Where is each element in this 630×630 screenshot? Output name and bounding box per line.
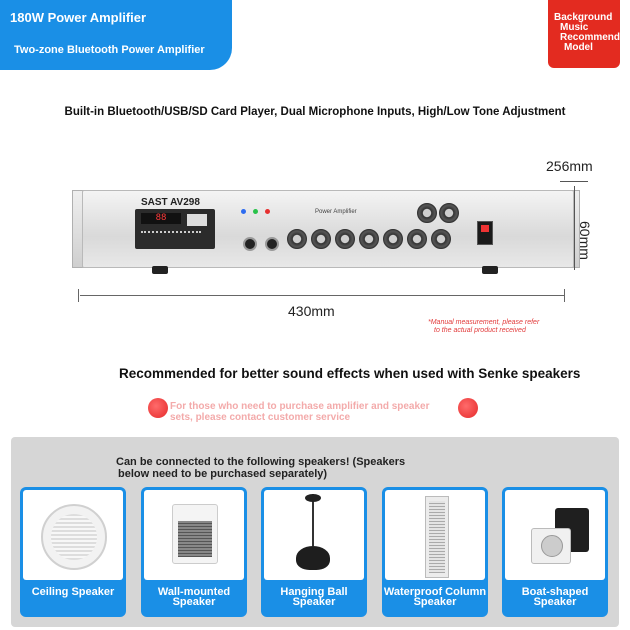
ceiling-speaker-image xyxy=(23,490,123,580)
speakers-title-line-1: Can be connected to the following speakers! (Speakers xyxy=(116,456,406,468)
amplifier-front-panel xyxy=(82,190,574,268)
zone-knob-1 xyxy=(417,203,437,223)
speaker-label-line-2: Speaker xyxy=(533,596,577,608)
promo-dot-left xyxy=(148,398,168,418)
note-line-1: *Manual measurement, please refer xyxy=(428,319,540,326)
width-dimension: 430mm xyxy=(288,303,335,319)
recommendation-text: Recommended for better sound effects when used with Senke speakers xyxy=(119,366,581,381)
header-title: 180W Power Amplifier xyxy=(10,10,147,25)
speaker-label-column xyxy=(382,587,488,607)
boat-speaker-white-icon xyxy=(531,528,571,564)
header-banner xyxy=(0,0,232,70)
led-display: 88 xyxy=(141,213,181,224)
column-speaker-icon xyxy=(425,496,449,578)
volume-knob-2 xyxy=(311,229,331,249)
depth-dimension: 256mm xyxy=(546,158,593,174)
width-dimension-tick-left xyxy=(78,289,79,302)
media-player-module xyxy=(135,209,215,249)
volume-knob-1 xyxy=(287,229,307,249)
grille-icon xyxy=(51,514,97,560)
speaker-card-ceiling xyxy=(20,487,126,617)
header-subtitle: Two-zone Bluetooth Power Amplifier xyxy=(14,44,205,56)
badge-line-1: Background xyxy=(554,12,613,23)
speaker-label-line-2: Speaker xyxy=(413,596,457,608)
badge-line-3: Recommend xyxy=(560,32,621,43)
speaker-label-line-2: Speaker xyxy=(292,596,336,608)
speaker-card-boat xyxy=(502,487,608,617)
mic-jack-2 xyxy=(265,237,279,251)
clip-led xyxy=(265,209,270,214)
foot-left xyxy=(152,266,168,274)
speaker-label-line-1: Hanging Ball xyxy=(280,586,348,598)
wall-speaker-image xyxy=(144,490,244,580)
height-dimension: 60mm xyxy=(577,221,593,260)
depth-dimension-line xyxy=(560,181,588,182)
foot-right xyxy=(482,266,498,274)
measurement-note xyxy=(428,319,539,335)
speakers-panel-title xyxy=(116,456,405,480)
speaker-label-ceiling xyxy=(20,587,126,597)
woofer-icon xyxy=(541,535,563,557)
power-switch-indicator xyxy=(481,225,489,232)
volume-knob-3 xyxy=(335,229,355,249)
speaker-label-line-1: Boat-shaped xyxy=(521,586,589,598)
bass-knob xyxy=(407,229,427,249)
model-label: SAST AV298 xyxy=(141,197,200,208)
usb-port xyxy=(187,214,207,226)
panel-brand-text: Power Amplifier xyxy=(315,209,357,215)
promo-text xyxy=(170,401,430,423)
ceiling-mount-icon xyxy=(305,494,321,502)
hanging-ball-speaker-icon xyxy=(296,546,330,570)
promo-line-2: sets, please contact customer service xyxy=(170,412,351,423)
hanging-speaker-image xyxy=(264,490,364,580)
speaker-card-hanging xyxy=(261,487,367,617)
recommend-badge xyxy=(548,0,620,68)
badge-line-4: Model xyxy=(564,42,593,53)
speaker-label-line-1: Ceiling Speaker xyxy=(31,586,115,598)
width-dimension-tick-right xyxy=(564,289,565,302)
features-heading: Built-in Bluetooth/USB/SD Card Player, Dual Microphone Inputs, High/Low Tone Adjustment xyxy=(64,106,566,118)
speaker-label-line-1: Wall-mounted xyxy=(157,586,231,598)
speaker-card-column xyxy=(382,487,488,617)
promo-line-1: For those who need to purchase amplifier and speaker xyxy=(170,401,430,412)
promo-dot-right xyxy=(458,398,478,418)
zone-knob-2 xyxy=(439,203,459,223)
treble-knob xyxy=(431,229,451,249)
signal-led xyxy=(253,209,258,214)
note-line-2: to the actual product received xyxy=(434,327,526,334)
wall-speaker-icon xyxy=(172,504,218,564)
speaker-label-wall xyxy=(141,587,247,607)
speakers-title-line-2: below need to be purchased separately) xyxy=(118,468,328,480)
height-dimension-line xyxy=(574,186,575,270)
volume-knob-5 xyxy=(383,229,403,249)
speaker-label-line-2: Speaker xyxy=(172,596,216,608)
volume-knob-4 xyxy=(359,229,379,249)
badge-line-2: Music xyxy=(560,22,589,33)
width-dimension-line xyxy=(80,295,564,296)
speaker-label-line-1: Waterproof Column xyxy=(383,587,487,597)
power-led xyxy=(241,209,246,214)
player-buttons xyxy=(141,231,201,241)
boat-speaker-image xyxy=(505,490,605,580)
column-speaker-image xyxy=(385,490,485,580)
mic-jack-1 xyxy=(243,237,257,251)
speaker-label-boat xyxy=(502,587,608,607)
ceiling-speaker-icon xyxy=(41,504,107,570)
speaker-label-hanging xyxy=(261,587,367,607)
speaker-card-wall xyxy=(141,487,247,617)
power-switch xyxy=(477,221,493,245)
grille-icon xyxy=(429,501,445,573)
grille-icon xyxy=(178,521,212,557)
